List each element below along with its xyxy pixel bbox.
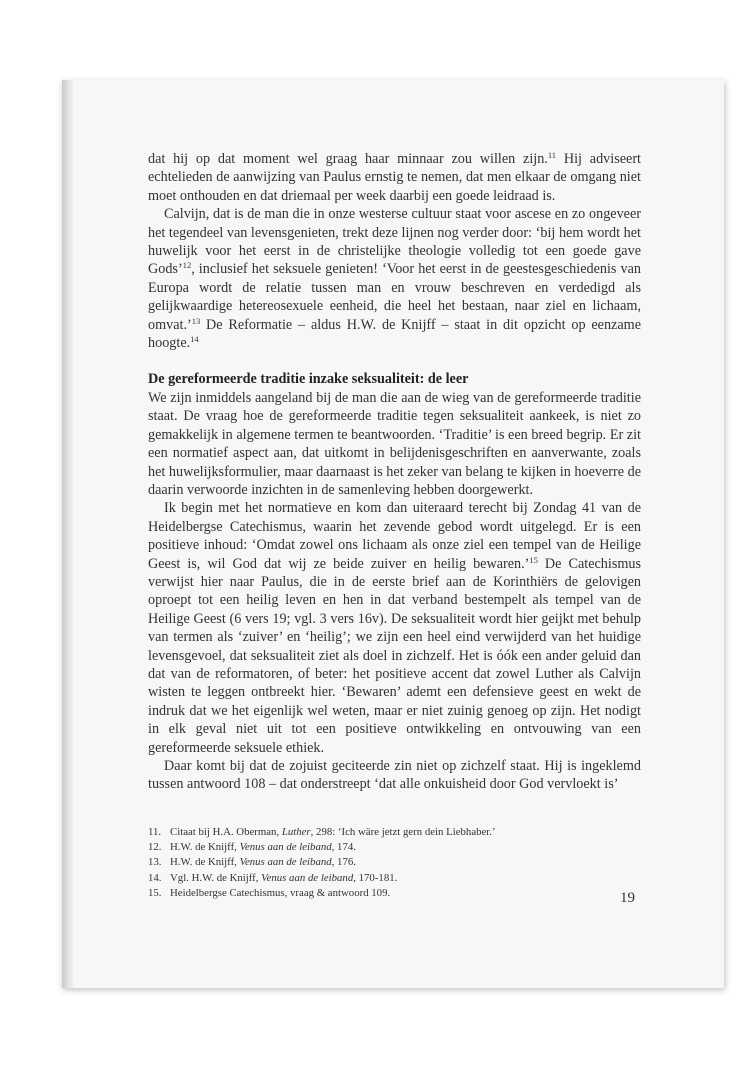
footnote-number: 12. (148, 841, 162, 854)
footnote (148, 855, 641, 870)
text-run: We zijn inmiddels aangeland bij de man die aan de wieg van de gereformeerde traditie staat. De vraag hoe de gereformeerde traditie tegen seksualiteit aankeek, is niet zo gemakkelijk in algemene termen te beantwoorden. ‘Traditie’ is een breed begrip. Er zit een normatief aspect aan, dat uitkomt in belijdenisgeschriften en aanverwante, zoals het huwelijksformulier, maar daarnaast is het zeker van belang te kijken in hoeverre de daarin verwoorde inzichten in de samenleving hebben doorgewerkt. (148, 389, 641, 498)
paragraph (148, 389, 641, 499)
footnote-text-end: , 176. (331, 856, 356, 869)
text-run: Daar komt bij dat de zojuist geciteerde zin niet op zichzelf staat. Hij is ingeklemd tussen antwoord 108 – dat onderstreept ‘dat alle onkuisheid door God vervloekt is’ (148, 758, 641, 793)
footnote-number: 14. (148, 871, 162, 884)
paragraph (148, 757, 641, 794)
footnote-text-end: , 174. (331, 841, 356, 854)
paragraph (148, 205, 641, 352)
footnote-marker[interactable]: 12 (182, 260, 192, 271)
paragraphs-before-heading (148, 150, 641, 352)
footnote-marker[interactable]: 13 (191, 315, 201, 326)
footnote-text: Heidelbergse Catechismus, vraag & antwoord 109. (170, 886, 391, 899)
footnote (148, 886, 641, 901)
footnote-marker[interactable]: 14 (190, 334, 199, 345)
footnote (148, 825, 641, 840)
paragraph (148, 150, 641, 205)
footnote (148, 871, 641, 886)
footnote-text-end: , 170-181. (353, 871, 398, 884)
footnote-text: H.W. de Knijff, (170, 841, 240, 854)
footnote (148, 840, 641, 855)
footnote-marker[interactable]: 15 (529, 554, 538, 565)
footnote-marker[interactable]: 11 (547, 150, 557, 160)
footnote-text: Vgl. H.W. de Knijff, (170, 871, 262, 884)
footnote-text: H.W. de Knijff, (170, 856, 240, 869)
page-number: 19 (620, 890, 635, 906)
footnote-title: Luther (281, 826, 311, 838)
section-heading: De gereformeerde traditie inzake seksualiteit: de leer (148, 371, 469, 388)
footnote-title: Venus aan de leiband (239, 856, 332, 869)
text-run: Ik begin met het normatieve en kom dan uiteraard terecht bij Zondag 41 van de Heidelbergse Catechismus, waarin het zevende gebod wordt uitgelegd. Er is een positieve inhoud: ‘Omdat zowel ons lichaam als onze ziel een tempel van de Heilige Geest is, wil God dat wij ze beide zuiver en heilig bewaren.’ (148, 500, 641, 572)
body-text (148, 150, 641, 794)
paragraph (148, 499, 641, 757)
text-run: , inclusief het seksuele genieten! ‘Voor het eerst in de geestesgeschiedenis van Europa wordt de relatie tussen man en vrouw beschreven en verdedigd als gelijkwaardige hetereosexuele eenheid, die heel het bestaan, naar ziel en lichaam, omvat.’ (148, 261, 641, 333)
text-run: De Reformatie – aldus H.W. de Knijff – staat in dit opzicht op eenzame hoogte. (148, 316, 641, 352)
footnotes (148, 825, 641, 901)
text-run: dat hij op dat moment wel graag haar minnaar zou willen zijn. (148, 151, 548, 167)
book-spine-shadow (62, 80, 73, 988)
footnote-title: Venus aan de leiband (261, 871, 354, 884)
footnote-number: 15. (148, 886, 162, 899)
footnote-title: Venus aan de leiband (239, 841, 332, 854)
text-run: De Catechismus verwijst hier naar Paulus, die in de eerste brief aan de Korinthiërs de gelovigen oproept tot een heilig leven en hen in dat verband bestempelt als tempel van de Heilige Geest (6 vers 19; vgl. 3 vers 16v). De seksualiteit wordt hier geijkt met behulp van termen als ‘zuiver’ en ‘heilig’; we zijn een heel eind verwijderd van het huidige levensgevoel, dat seksualiteit ziet als doel in zichzelf. Het is óók een ander geluid dan dat van de reformatoren, of beter: het positieve accent dat zowel Luther als Calvijn wisten te leggen ontbreekt hier. ‘Bewaren’ ademt een defensieve geest en wekt de indruk dat we het eigenlijk wel weten, maar er niet zuinig genoeg op zijn. Het nodigt in elk geval niet uit tot een positieve ontwikkeling en ontvouwing van een gereformeerde seksuele ethiek. (148, 555, 642, 756)
text-run: Hij adviseert echtelieden de aanwijzing van Paulus ernstig te nemen, dat men elkaar de omgang niet moet onthouden en dat driemaal per week daarbij een goede leidraad is. (148, 151, 641, 204)
footnote-text: Citaat bij H.A. Oberman, (170, 826, 282, 838)
footnote-number: 11. (148, 826, 162, 838)
footnote-text-end: , 298: ‘Ich wäre jetzt gern dein Liebhaber.’ (310, 826, 496, 838)
paragraphs-after-heading (148, 389, 641, 794)
text-run: Calvijn, dat is de man die in onze westerse cultuur staat voor ascese en zo ongeveer het tegendeel van levensgenieten, trekt deze lijnen nog verder door: ‘bij hem wordt het huwelijk voor het eerst in de christelijke theologie volledig tot een goede gave Gods’ (148, 206, 641, 278)
footnote-number: 13. (148, 856, 162, 869)
